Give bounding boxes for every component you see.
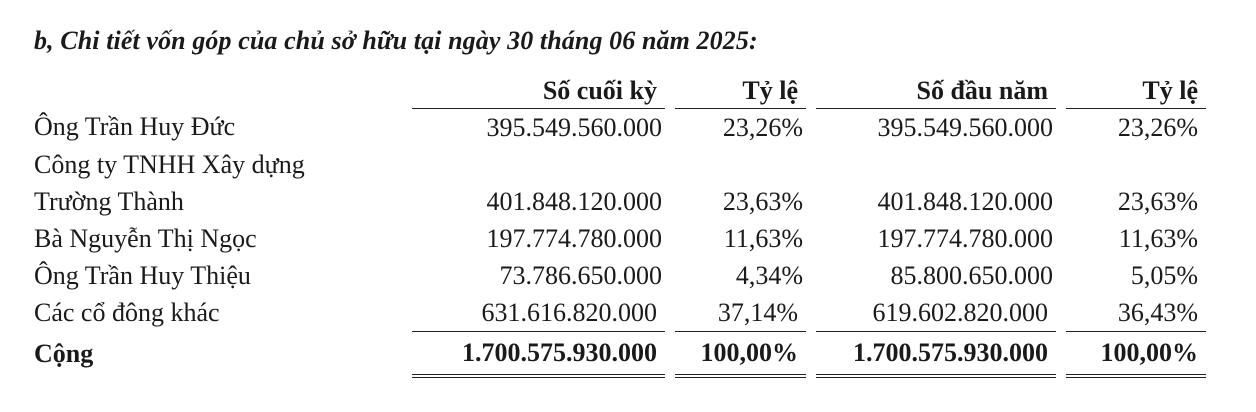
total-label: Cộng <box>34 338 94 368</box>
owner-capital-table-container <box>34 66 1206 378</box>
closing-ratio-cell: 4,34% <box>735 260 803 290</box>
opening-ratio-cell: 5,05% <box>1130 260 1198 290</box>
closing-ratio-cell: 11,63% <box>723 223 803 253</box>
table-row-label-wrap <box>34 146 1206 183</box>
section-heading: b, Chi tiết vốn góp của chủ sở hữu tại ngày 30 tháng 06 năm 2025: <box>34 26 758 55</box>
closing-balance-cell: 197.774.780.000 <box>486 223 662 253</box>
total-opening-ratio: 100,00% <box>1061 332 1206 377</box>
header-closing-balance: Số cuối kỳ <box>412 66 670 109</box>
opening-balance-cell: 395.549.560.000 <box>877 112 1053 142</box>
header-opening-balance: Số đầu năm <box>811 66 1061 109</box>
owner-capital-table <box>34 66 1206 378</box>
closing-balance-cell: 631.616.820.000 <box>412 294 670 332</box>
opening-ratio-cell: 11,63% <box>1118 223 1198 253</box>
opening-balance-cell: 619.602.820.000 <box>811 294 1061 332</box>
closing-ratio-cell: 37,14% <box>670 294 811 332</box>
total-closing-balance: 1.700.575.930.000 <box>412 332 670 377</box>
shareholder-name: Trường Thành <box>34 186 184 216</box>
header-opening-ratio: Tỷ lệ <box>1061 66 1206 109</box>
table-row <box>34 294 1206 332</box>
opening-ratio-cell: 36,43% <box>1061 294 1206 332</box>
header-blank-cell <box>34 66 412 109</box>
opening-balance-cell: 197.774.780.000 <box>877 223 1053 253</box>
table-row <box>34 183 1206 220</box>
opening-balance-cell: 85.800.650.000 <box>890 260 1053 290</box>
closing-ratio-cell: 23,63% <box>722 186 803 216</box>
total-row <box>34 332 1206 377</box>
total-opening-balance: 1.700.575.930.000 <box>811 332 1061 377</box>
shareholder-name-line1: Công ty TNHH Xây dựng <box>34 149 305 179</box>
closing-ratio-cell: 23,26% <box>722 112 803 142</box>
table-row <box>34 220 1206 257</box>
total-closing-ratio: 100,00% <box>670 332 811 377</box>
header-closing-ratio: Tỷ lệ <box>670 66 811 109</box>
opening-balance-cell: 401.848.120.000 <box>877 186 1053 216</box>
table-row <box>34 257 1206 294</box>
closing-balance-cell: 73.786.650.000 <box>499 260 662 290</box>
closing-balance-cell: 401.848.120.000 <box>486 186 662 216</box>
table-header-row <box>34 66 1206 109</box>
table-row <box>34 109 1206 147</box>
shareholder-name: Bà Nguyễn Thị Ngọc <box>34 223 257 253</box>
shareholder-name: Ông Trần Huy Thiệu <box>34 260 251 290</box>
closing-balance-cell: 395.549.560.000 <box>486 112 662 142</box>
opening-ratio-cell: 23,26% <box>1117 112 1198 142</box>
shareholder-name: Các cổ đông khác <box>34 297 220 327</box>
shareholder-name: Ông Trần Huy Đức <box>34 112 236 142</box>
opening-ratio-cell: 23,63% <box>1117 186 1198 216</box>
